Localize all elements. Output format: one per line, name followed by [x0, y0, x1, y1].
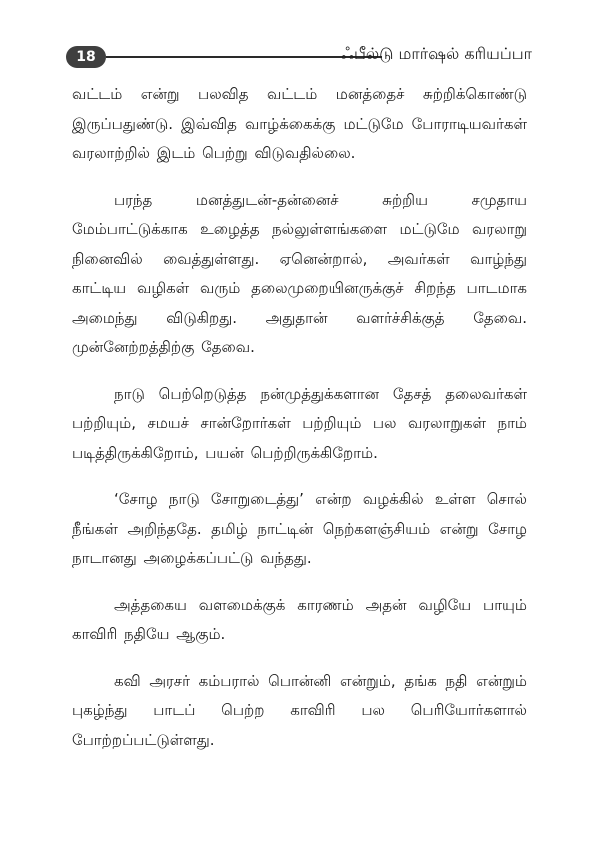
running-title: ஃபீல்டு மார்ஷல் கரியப்பா: [341, 44, 532, 63]
paragraph-2: பரந்த மனத்துடன்-தன்னைச் சுற்றிய சமுதாய மேம்பாட்டுக்காக உழைத்த நல்லுள்ளங்களை மட்டுமே வரலாறு நினைவில் வைத்துள்ளது. ஏனென்றால், அவர்கள் வாழ்ந்து காட்டிய வழிகள் வரும் தலைமுறையினருக்குச் சிறந்த பாடமாக அமைந்து விடுகிறது. அதுதான் வளர்ச்சிக்குத் தேவை. முன்னேற்றத்திற்கு தேவை.: [72, 190, 527, 356]
page-header: [66, 42, 536, 70]
page-number-badge: 18: [66, 46, 106, 68]
paragraph-1: வட்டம் என்று பலவித வட்டம் மனத்தைச் சுற்றிக்கொண்டு இருப்பதுண்டு. இவ்வித வாழ்க்கைக்கு மட்டுமே போராடியவர்கள் வரலாற்றில் இடம் பெற்று விடுவதில்லை.: [72, 85, 527, 162]
paragraph-5: அத்தகைய வளமைக்குக் காரணம் அதன் வழியே பாயும் காவிரி நதியே ஆகும்.: [72, 595, 527, 643]
paragraph-4: ‘சோழ நாடு சோறுடைத்து’ என்ற வழக்கில் உள்ள சொல் நீங்கள் அறிந்ததே. தமிழ் நாட்டின் நெற்களஞ்சியம் என்று சோழ நாடானது அழைக்கப்பட்டு வந்தது.: [72, 490, 527, 567]
paragraph-3: நாடு பெற்றெடுத்த நன்முத்துக்களான தேசத் தலைவர்கள் பற்றியும், சமயச் சான்றோர்கள் பற்றியும் பல வரலாறுகள் நாம் படித்திருக்கிறோம், பயன் பெற்றிருக்கிறோம்.: [72, 384, 527, 462]
paragraph-6: கவி அரசர் கம்பரால் பொன்னி என்றும், தங்க நதி என்றும் புகழ்ந்து பாடப் பெற்ற காவிரி பல பெரியோர்களால் போற்றப்பட்டுள்ளது.: [72, 671, 527, 749]
page-body: [72, 80, 527, 755]
